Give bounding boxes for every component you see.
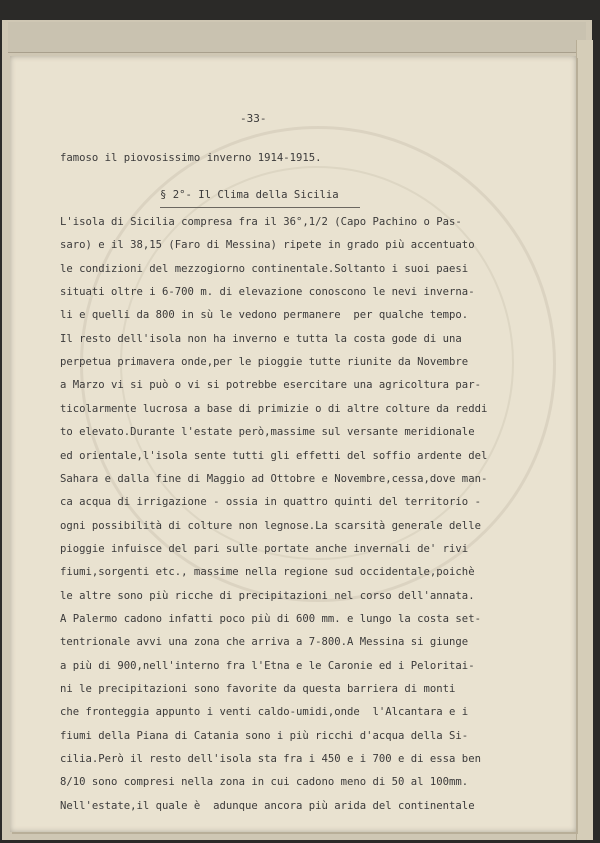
right-sheet-edge — [576, 40, 593, 840]
body-line: fiumi della Piana di Catania sono i più ricchi d'acqua della Si- — [60, 729, 469, 742]
body-line: cilia.Però il resto dell'isola sta fra i 450 e i 700 e di essa ben — [60, 753, 481, 766]
body-line: ed orientale,l'isola sente tutti gli effetti del soffio ardente del — [60, 449, 488, 462]
body-line: situati oltre i 6-700 m. di elevazione conoscono le nevi inverna- — [60, 286, 475, 299]
body-line: perpetua primavera onde,per le pioggie tutte riunite da Novembre — [60, 356, 469, 369]
body-line: ca acqua di irrigazione - ossia in quattro quinti del territorio - — [60, 496, 481, 509]
body-line: 8/10 sono compresi nella zona in cui cadono meno di 50 al 100mm. — [60, 776, 469, 789]
body-line: tentrionale avvi una zona che arriva a 7-800.A Messina si giunge — [60, 636, 469, 649]
section-title-underline — [160, 207, 360, 208]
body-line: fiumi,sorgenti etc., massime nella regione sud occidentale,poichè — [60, 566, 475, 579]
top-folder-edge — [8, 22, 586, 53]
body-line: Sahara e dalla fine di Maggio ad Ottobre e Novembre,cessa,dove man- — [60, 472, 488, 485]
body-line: li e quelli da 800 in sù le vedono permanere per qualche tempo. — [60, 309, 469, 322]
body-line: ticolarmente lucrosa a base di primizie o di altre colture da reddi — [60, 402, 488, 415]
body-line: A Palermo cadono infatti poco più di 600 mm. e lungo la costa set- — [60, 612, 481, 625]
body-line: che fronteggia appunto i venti caldo-umidi,onde l'Alcantara e i — [60, 706, 469, 719]
opening-line: famoso il piovosissimo inverno 1914-1915. — [60, 152, 322, 164]
page-number: -33- — [240, 112, 267, 125]
body-line: le altre sono più ricche di precipitazioni nel corso dell'annata. — [60, 589, 475, 602]
body-line: to elevato.Durante l'estate però,massime sul versante meridionale — [60, 426, 475, 439]
body-line: pioggie infuisce del pari sulle portate anche invernali de' rivi — [60, 542, 469, 555]
body-line: a Marzo vi si può o vi si potrebbe esercitare una agricoltura par- — [60, 379, 481, 392]
body-line: a più di 900,nell'interno fra l'Etna e le Caronie ed i Peloritai- — [60, 659, 475, 672]
body-line: le condizioni del mezzogiorno continentale.Soltanto i suoi paesi — [60, 262, 469, 275]
body-line: saro) e il 38,15 (Faro di Messina) ripete in grado più accentuato — [60, 239, 475, 252]
section-title: § 2°- Il Clima della Sicilia — [160, 189, 339, 201]
body-line: Nell'estate,il quale è adunque ancora più arida del continentale — [60, 799, 475, 812]
body-line: Il resto dell'isola non ha inverno e tutta la costa gode di una — [60, 332, 462, 345]
body-line: L'isola di Sicilia compresa fra il 36°,1/2 (Capo Pachino o Pas- — [60, 216, 462, 228]
body-line: ni le precipitazioni sono favorite da questa barriera di monti — [60, 683, 456, 695]
body-line: ogni possibilità di colture non legnose.La scarsità generale delle — [60, 519, 481, 532]
